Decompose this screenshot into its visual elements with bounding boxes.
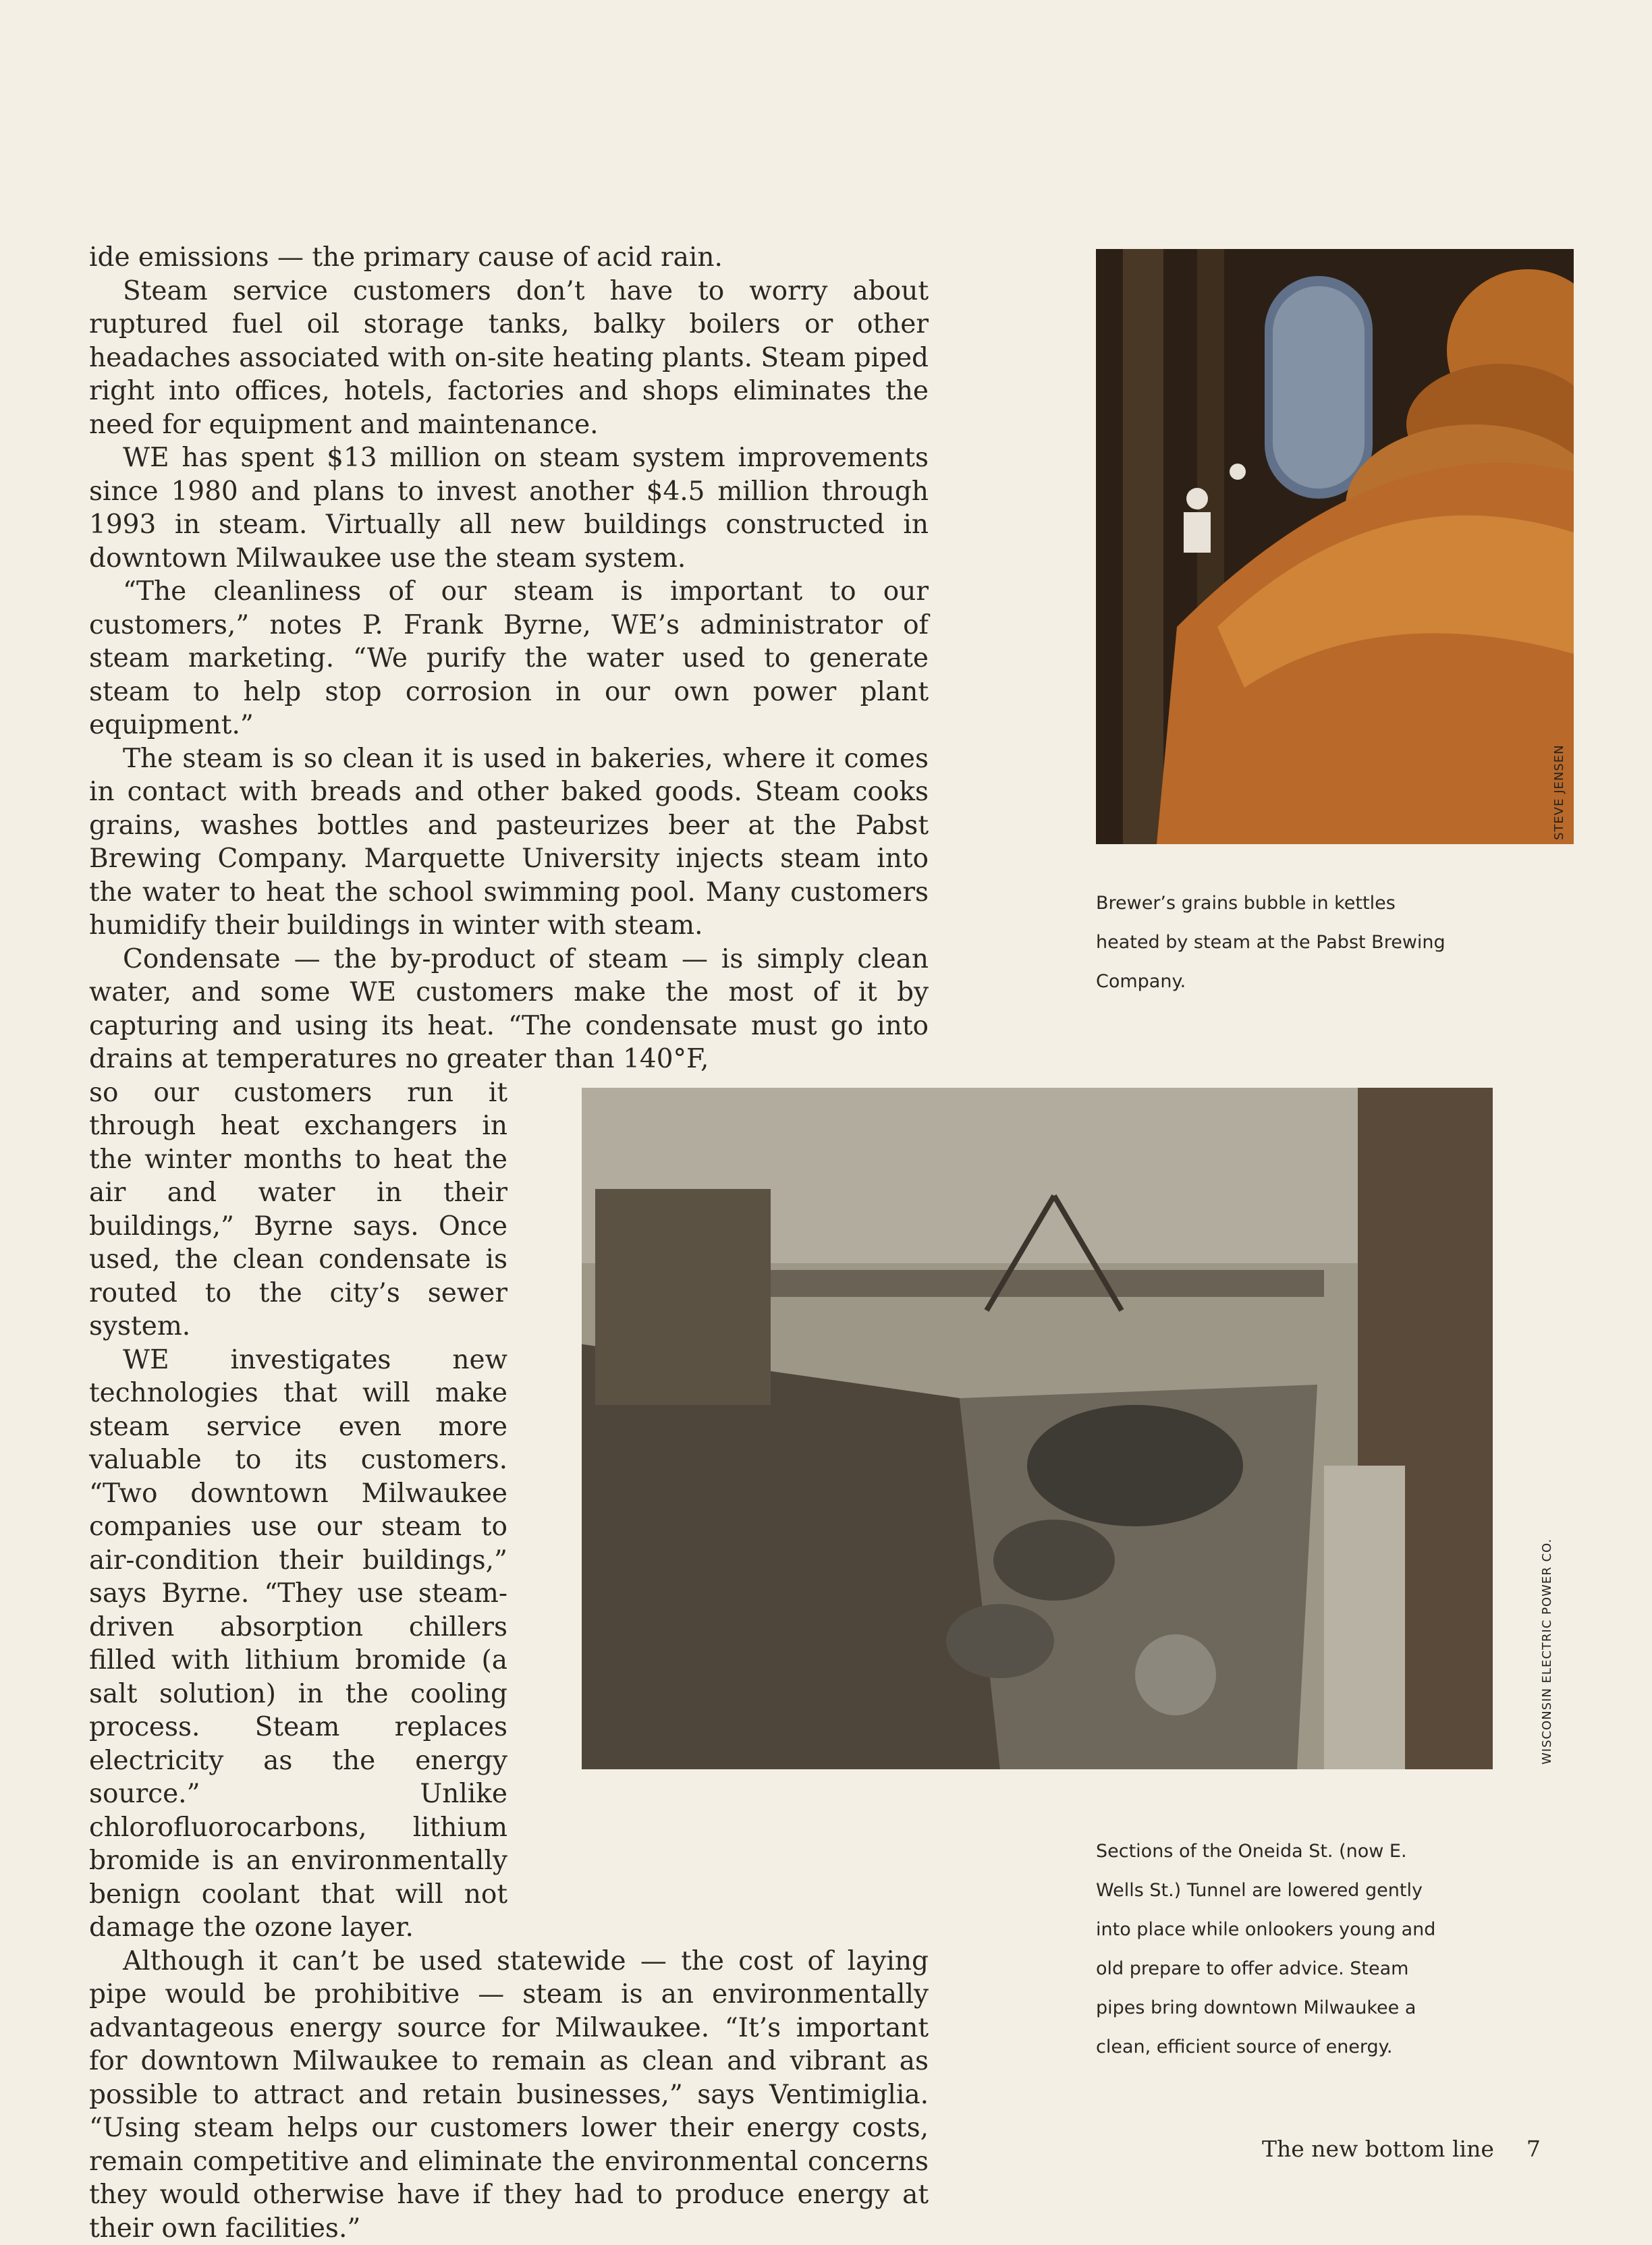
page-footer xyxy=(1262,2136,1541,2162)
photo-caption: Sections of the Oneida St. (now E. Wells St.) Tunnel are lowered gently into place while onlookers young and old prepare to offer advice. Steam pipes bring downtown Milwaukee a clean, efficient source of energy. xyxy=(1096,1832,1447,2067)
paragraph: The steam is so clean it is used in bakeries, where it comes in contact with breads and other baked goods. Steam cooks grains, washes bottles and pasteurizes beer at the Pabst Brewing Company. Marquette University injects steam into the water to heat the school swimming pool. Many customers humidify their buildings in winter with steam. xyxy=(89,742,929,943)
photo-caption: Brewer’s grains bubble in kettles heated by steam at the Pabst Brewing Company. xyxy=(1096,884,1447,1001)
brewery-kettles-illustration xyxy=(1096,249,1574,844)
paragraph: WE investigates new technologies that will make steam service even more valuable to its customers. “Two downtown Milwaukee companies use our steam to air-condition their buildings,” says Byrne. “They use steam-driven absorption chillers filled with lithium bromide (a salt solution) in the cooling process. Steam replaces electricity as the energy source.” Unlike chlorofluorocarbons, lithium bromide is an environmentally benign coolant that will not damage the ozone layer. xyxy=(89,1343,507,1945)
tunnel-construction-photo xyxy=(582,1088,1493,1769)
photo-credit: WISCONSIN ELECTRIC POWER CO. xyxy=(1540,1539,1554,1765)
paragraph: Steam service customers don’t have to worry about ruptured fuel oil storage tanks, balky boilers or other headaches associated with on-site heating plants. Steam piped right into offices, hotels, factories and shops eliminates the need for equipment and maintenance. xyxy=(89,275,929,442)
photo-credit: STEVE JENSEN xyxy=(1552,744,1566,840)
paragraph: Condensate — the by-product of steam — is simply clean water, and some WE customers make the most of it by capturing and using its heat. “The condensate must go into drains at temperatures no greater than 140°F, xyxy=(89,943,929,1076)
publication-title: The new bottom line xyxy=(1262,2136,1494,2162)
paragraph: “The cleanliness of our steam is important to our customers,” notes P. Frank Byrne, WE’s administrator of steam marketing. “We purify the water used to generate steam to help stop corrosion in our own power plant equipment.” xyxy=(89,575,929,742)
paragraph: so our customers run it through heat exchangers in the winter months to heat the air and water in their buildings,” Byrne says. Once used, the clean condensate is routed to the city’s sewer system. xyxy=(89,1076,507,1343)
page-number: 7 xyxy=(1526,2136,1541,2162)
paragraph: Although it can’t be used statewide — the cost of laying pipe would be prohibitive — steam is an environmentally advantageous energy source for Milwaukee. “It’s important for downtown Milwaukee to remain as clean and vibrant as possible to attract and retain businesses,” says Ventimiglia. “Using steam helps our customers lower their energy costs, remain competitive and eliminate the environmental concerns they would otherwise have if they had to produce energy at their own facilities.” xyxy=(89,1945,929,2245)
paragraph: WE has spent $13 million on steam system improvements since 1980 and plans to invest another $4.5 million through 1993 in steam. Virtually all new buildings constructed in downtown Milwaukee use the steam system. xyxy=(89,441,929,575)
brewery-kettles-photo xyxy=(1096,249,1574,844)
paragraph: ide emissions — the primary cause of acid rain. xyxy=(89,241,929,275)
tunnel-construction-illustration xyxy=(582,1088,1493,1769)
